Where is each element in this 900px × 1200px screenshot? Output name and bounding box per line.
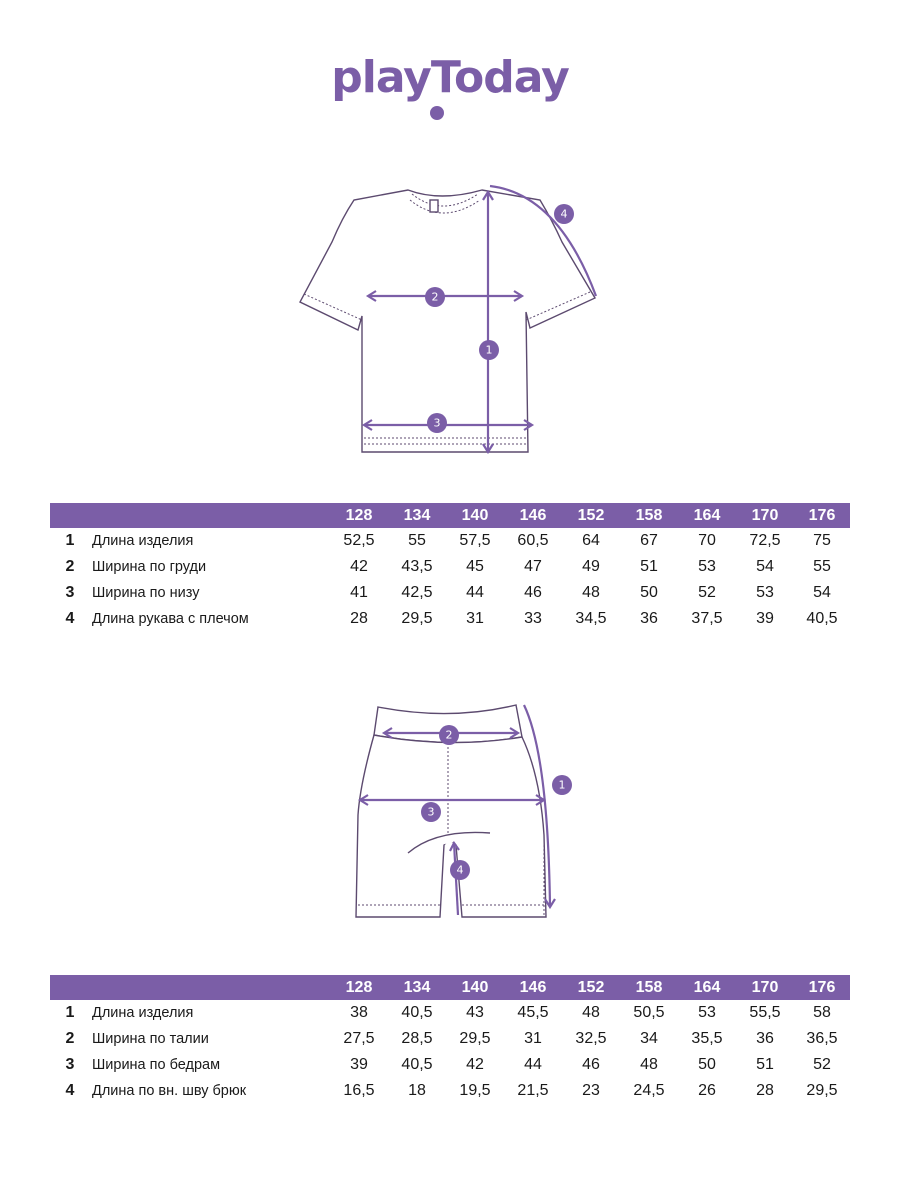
cell: 52: [698, 584, 716, 601]
cell: 34: [640, 1030, 658, 1047]
row-number: 2: [65, 1030, 75, 1047]
size-header: 128: [330, 503, 388, 528]
size-header: 158: [620, 975, 678, 1000]
cell: 39: [350, 1056, 368, 1073]
size-header: 146: [504, 975, 562, 1000]
cell: 55: [813, 558, 831, 575]
header-blank: [50, 975, 90, 1000]
cell: 43,5: [401, 558, 433, 575]
cell: 31: [466, 610, 484, 627]
cell: 52,5: [343, 532, 375, 549]
cell: 51: [640, 558, 658, 575]
cell: 36,5: [806, 1030, 838, 1047]
cell: 48: [640, 1056, 658, 1073]
row-label: Длина по вн. шву брюк: [92, 1083, 247, 1099]
size-header: 170: [736, 975, 794, 1000]
row-label: Длина изделия: [92, 533, 194, 549]
cell: 34,5: [575, 610, 607, 627]
size-header: 164: [678, 503, 736, 528]
table-header-row: [50, 503, 850, 528]
cell: 55: [408, 532, 426, 549]
cell: 53: [756, 584, 774, 601]
cell: 29,5: [401, 610, 433, 627]
table-row: [50, 1026, 850, 1052]
cell: 53: [698, 558, 716, 575]
cell: 29,5: [806, 1082, 838, 1099]
cell: 54: [813, 584, 831, 601]
cell: 29,5: [459, 1030, 491, 1047]
row-label: Длина изделия: [92, 1005, 194, 1021]
cell: 67: [640, 532, 658, 549]
cell: 40,5: [401, 1004, 433, 1021]
svg-text:1: 1: [558, 778, 566, 792]
cell: 18: [408, 1082, 426, 1099]
size-header: 158: [620, 503, 678, 528]
cell: 28,5: [401, 1030, 433, 1047]
cell: 35,5: [691, 1030, 723, 1047]
header-blank: [50, 503, 90, 528]
cell: 40,5: [401, 1056, 433, 1073]
svg-text:3: 3: [433, 416, 441, 430]
row-number: 1: [65, 532, 75, 549]
cell: 47: [524, 558, 542, 575]
cell: 50,5: [633, 1004, 665, 1021]
cell: 49: [582, 558, 600, 575]
cell: 39: [756, 610, 774, 627]
cell: 36: [756, 1030, 774, 1047]
svg-text:2: 2: [431, 290, 439, 304]
cell: 28: [756, 1082, 774, 1099]
logo-dot: [430, 106, 444, 120]
cell: 50: [698, 1056, 716, 1073]
row-label: Ширина по низу: [92, 585, 200, 601]
svg-text:2: 2: [445, 728, 453, 742]
cell: 33: [524, 610, 542, 627]
cell: 27,5: [343, 1030, 375, 1047]
size-header: 134: [388, 975, 446, 1000]
table-row: [50, 1000, 850, 1026]
header-blank: [90, 975, 330, 1000]
cell: 52: [813, 1056, 831, 1073]
cell: 42: [466, 1056, 484, 1073]
cell: 42,5: [401, 584, 433, 601]
cell: 50: [640, 584, 658, 601]
cell: 72,5: [749, 532, 781, 549]
size-header: 152: [562, 975, 620, 1000]
cell: 41: [350, 584, 368, 601]
size-header: 176: [794, 503, 850, 528]
svg-text:1: 1: [485, 343, 493, 357]
cell: 40,5: [806, 610, 838, 627]
row-label: Ширина по талии: [92, 1031, 209, 1047]
row-label: Длина рукава с плечом: [92, 611, 249, 627]
size-header: 152: [562, 503, 620, 528]
row-number: 3: [65, 1056, 75, 1073]
cell: 19,5: [459, 1082, 491, 1099]
shorts-size-table: [50, 975, 850, 1104]
cell: 44: [466, 584, 484, 601]
table-row: [50, 606, 850, 632]
cell: 44: [524, 1056, 542, 1073]
size-header: 134: [388, 503, 446, 528]
header-blank: [90, 503, 330, 528]
cell: 53: [698, 1004, 716, 1021]
cell: 46: [524, 584, 542, 601]
row-label: Ширина по груди: [92, 559, 207, 575]
size-header: 164: [678, 975, 736, 1000]
cell: 31: [524, 1030, 542, 1047]
cell: 54: [756, 558, 774, 575]
cell: 26: [698, 1082, 716, 1099]
table-row: [50, 554, 850, 580]
cell: 23: [582, 1082, 600, 1099]
cell: 38: [350, 1004, 368, 1021]
cell: 70: [698, 532, 716, 549]
cell: 37,5: [691, 610, 723, 627]
brand-logo: playToday: [331, 52, 569, 103]
cell: 55,5: [749, 1004, 781, 1021]
row-number: 3: [65, 584, 75, 601]
size-header: 140: [446, 503, 504, 528]
cell: 28: [350, 610, 368, 627]
cell: 58: [813, 1004, 831, 1021]
cell: 45: [466, 558, 484, 575]
shorts-drawing: [340, 695, 580, 930]
svg-text:3: 3: [427, 805, 435, 819]
table-row: [50, 1052, 850, 1078]
size-header: 146: [504, 503, 562, 528]
row-number: 2: [65, 558, 75, 575]
cell: 60,5: [517, 532, 549, 549]
svg-text:4: 4: [560, 207, 568, 221]
cell: 24,5: [633, 1082, 665, 1099]
size-header: 170: [736, 503, 794, 528]
cell: 51: [756, 1056, 774, 1073]
table-row: [50, 580, 850, 606]
row-label: Ширина по бедрам: [92, 1057, 221, 1073]
cell: 48: [582, 584, 600, 601]
row-number: 4: [65, 610, 75, 627]
cell: 48: [582, 1004, 600, 1021]
size-header: 140: [446, 975, 504, 1000]
svg-text:4: 4: [456, 863, 464, 877]
size-header: 176: [794, 975, 850, 1000]
row-number: 1: [65, 1004, 75, 1021]
cell: 57,5: [459, 532, 491, 549]
table-header-row: [50, 975, 850, 1000]
cell: 32,5: [575, 1030, 607, 1047]
cell: 42: [350, 558, 368, 575]
shirt-size-table: [50, 503, 850, 632]
size-header: 128: [330, 975, 388, 1000]
cell: 45,5: [517, 1004, 549, 1021]
t-shirt-drawing: [290, 180, 610, 470]
table-row: [50, 528, 850, 554]
cell: 43: [466, 1004, 484, 1021]
cell: 46: [582, 1056, 600, 1073]
row-number: 4: [65, 1082, 75, 1099]
cell: 64: [582, 532, 600, 549]
cell: 36: [640, 610, 658, 627]
cell: 21,5: [517, 1082, 549, 1099]
table-row: [50, 1078, 850, 1104]
cell: 75: [813, 532, 831, 549]
cell: 16,5: [343, 1082, 375, 1099]
